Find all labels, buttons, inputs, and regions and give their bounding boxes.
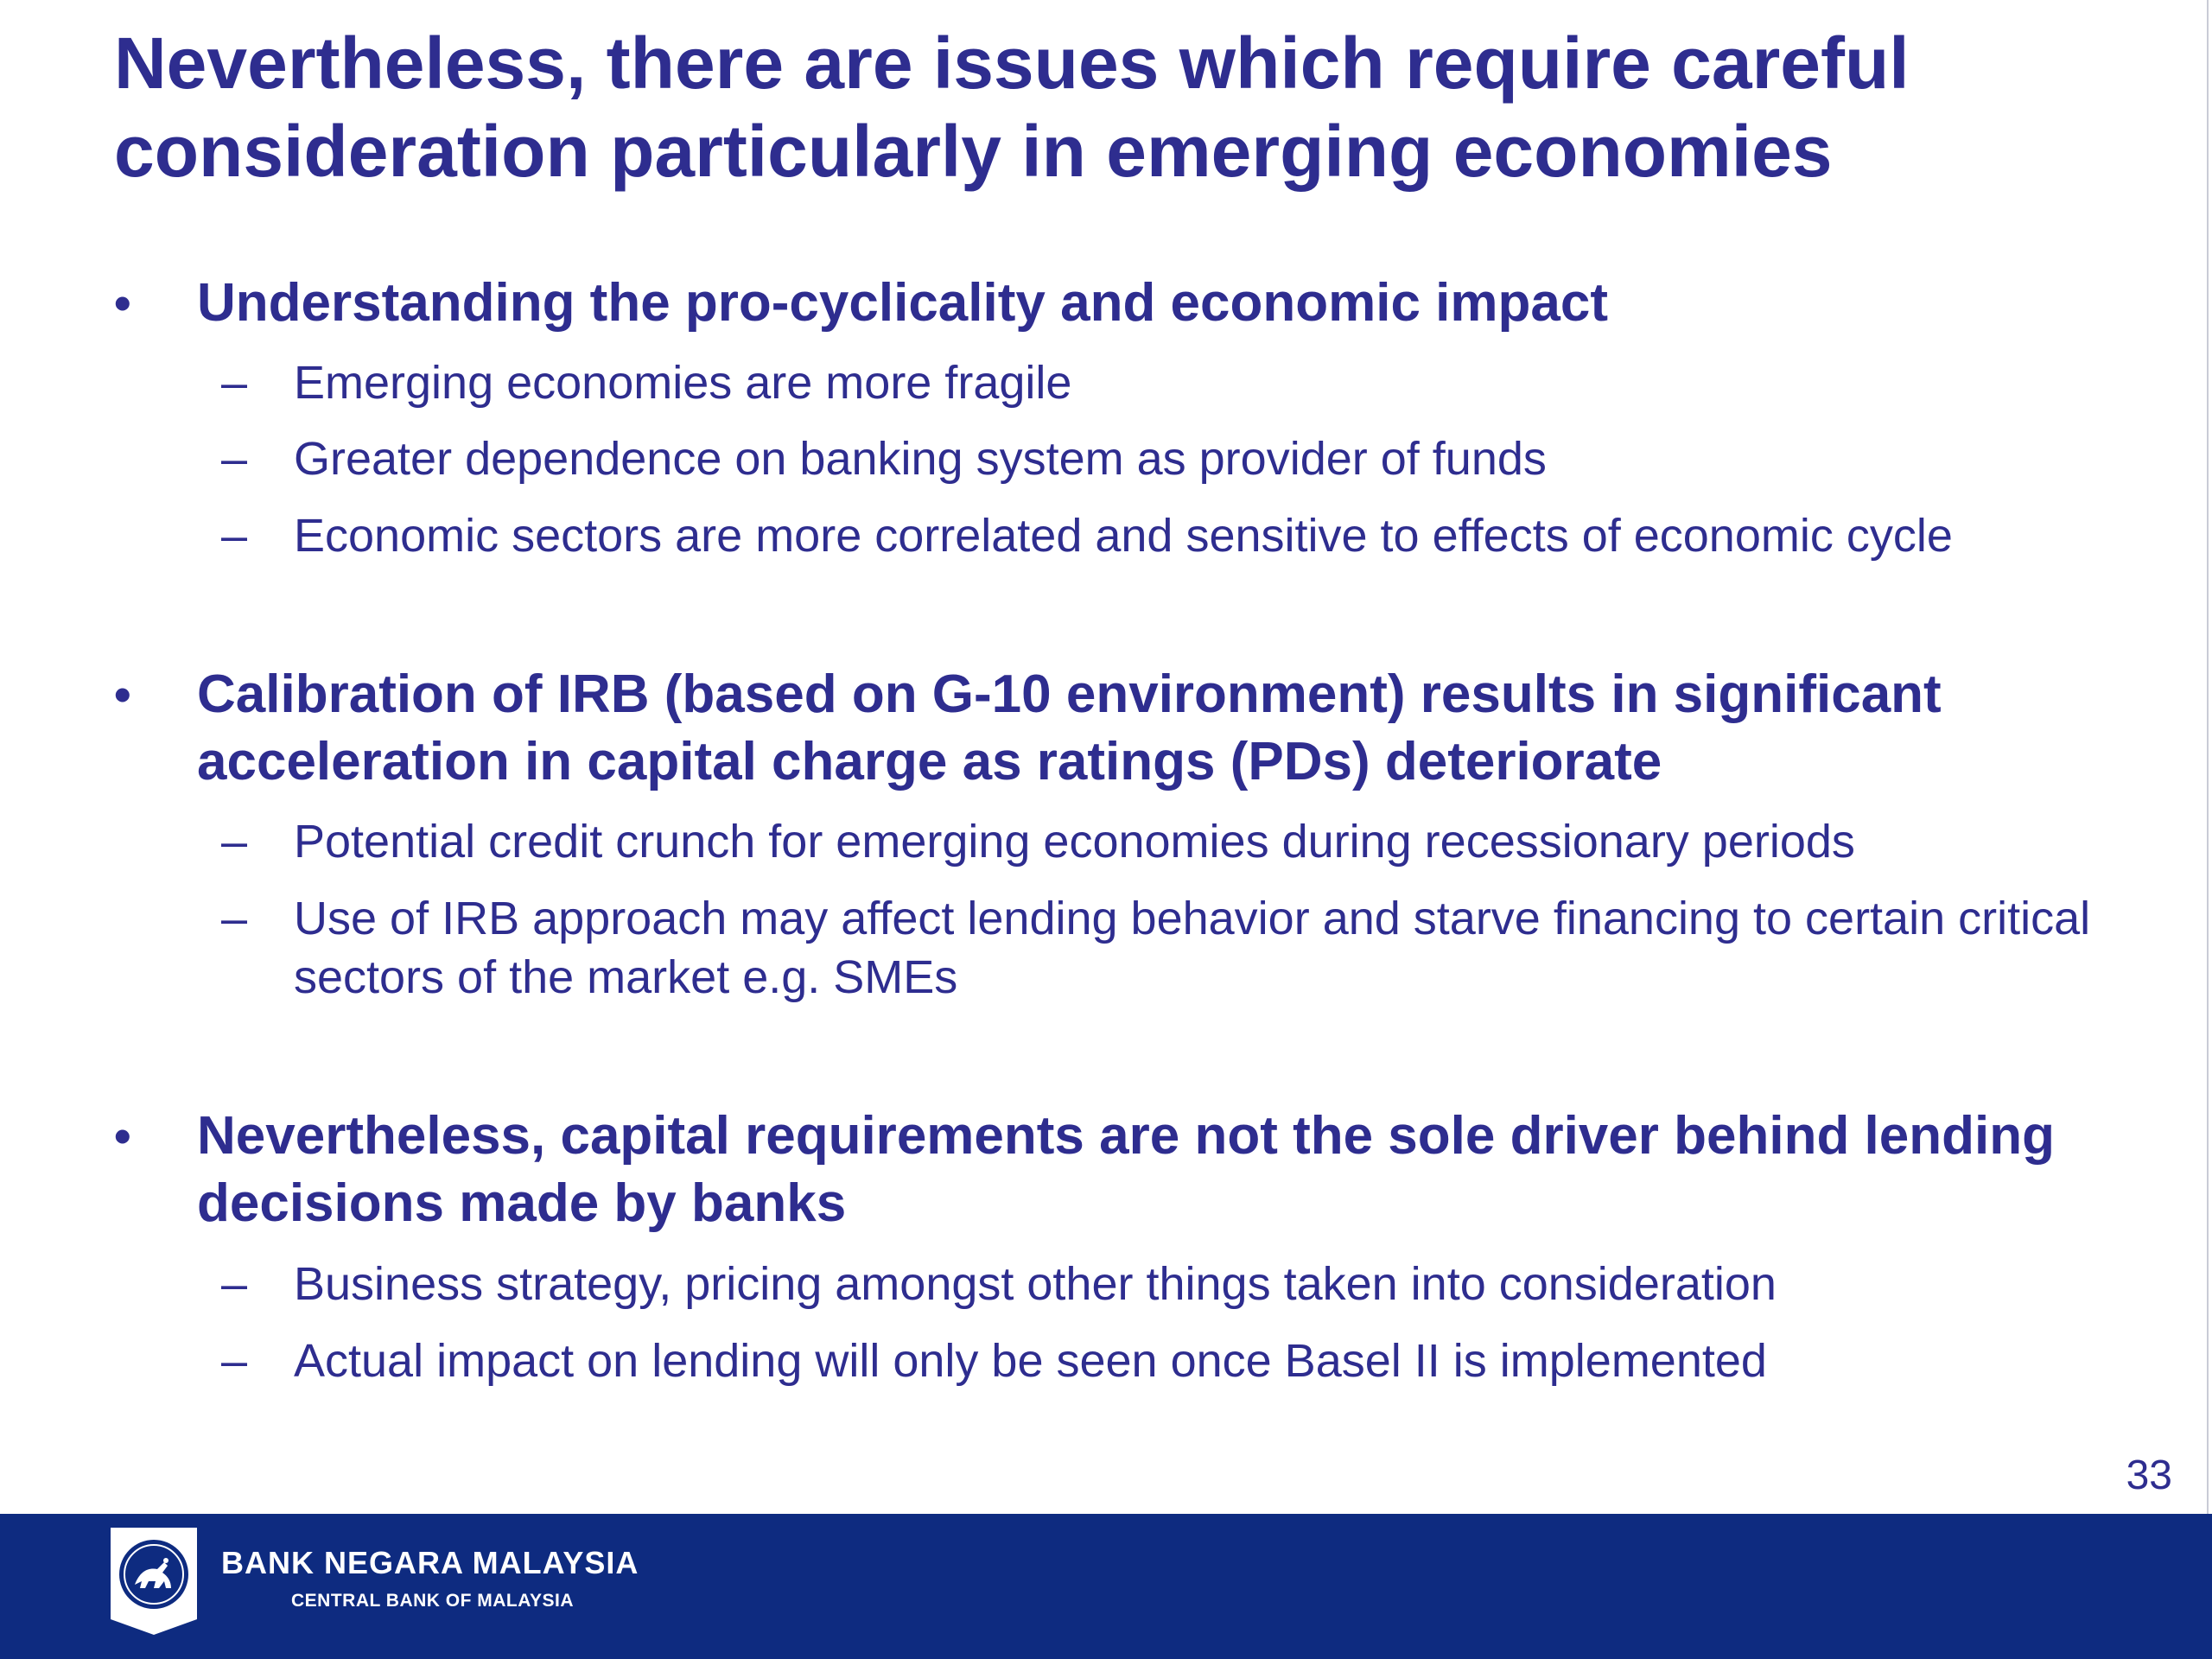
page-number: 33: [2126, 1452, 2172, 1498]
slide-title: Nevertheless, there are issues which require careful consideration particularly in emerging economies: [114, 22, 1910, 192]
sub-bullet-text: Economic sectors are more correlated and sensitive to effects of economic cycle: [294, 510, 1953, 562]
dash-icon: –: [221, 1258, 248, 1310]
bullet-dot-icon: •: [114, 667, 131, 721]
brand-name: BANK NEGARA MALAYSIA: [221, 1545, 639, 1580]
dash-icon: –: [221, 893, 248, 944]
bullet-text: Calibration of IRB (based on G-10 environment) results in significant acceleration in capital charge as ratings (PDs) deteriorate: [197, 664, 1942, 791]
dash-icon: –: [221, 816, 248, 868]
dash-icon: –: [221, 1335, 248, 1387]
footer-bar: [0, 1514, 2212, 1659]
sub-bullet-text: Potential credit crunch for emerging economies during recessionary periods: [294, 816, 1855, 868]
bullet-text: Understanding the pro-cyclicality and economic impact: [197, 273, 1609, 333]
sub-bullet-text: Greater dependence on banking system as provider of funds: [294, 433, 1547, 485]
dash-icon: –: [221, 510, 248, 562]
sub-bullet-text: Use of IRB approach may affect lending behavior and starve financing to certain critical sectors of the market e.g. SMEs: [294, 893, 2091, 1003]
sub-bullet-text: Actual impact on lending will only be seen once Basel II is implemented: [294, 1335, 1767, 1387]
slide-edge-divider: [2207, 0, 2209, 1514]
dash-icon: –: [221, 433, 248, 485]
bnm-emblem-icon: [111, 1528, 197, 1635]
sub-bullet-text: Emerging economies are more fragile: [294, 357, 1072, 409]
bullet-dot-icon: •: [114, 1109, 131, 1163]
bullet-dot-icon: •: [114, 276, 131, 330]
brand-subtitle: CENTRAL BANK OF MALAYSIA: [291, 1591, 575, 1611]
sub-bullet-text: Business strategy, pricing amongst other things taken into consideration: [294, 1258, 1777, 1310]
bullet-text: Nevertheless, capital requirements are not the sole driver behind lending decisions made by banks: [197, 1106, 2055, 1233]
dash-icon: –: [221, 357, 248, 409]
